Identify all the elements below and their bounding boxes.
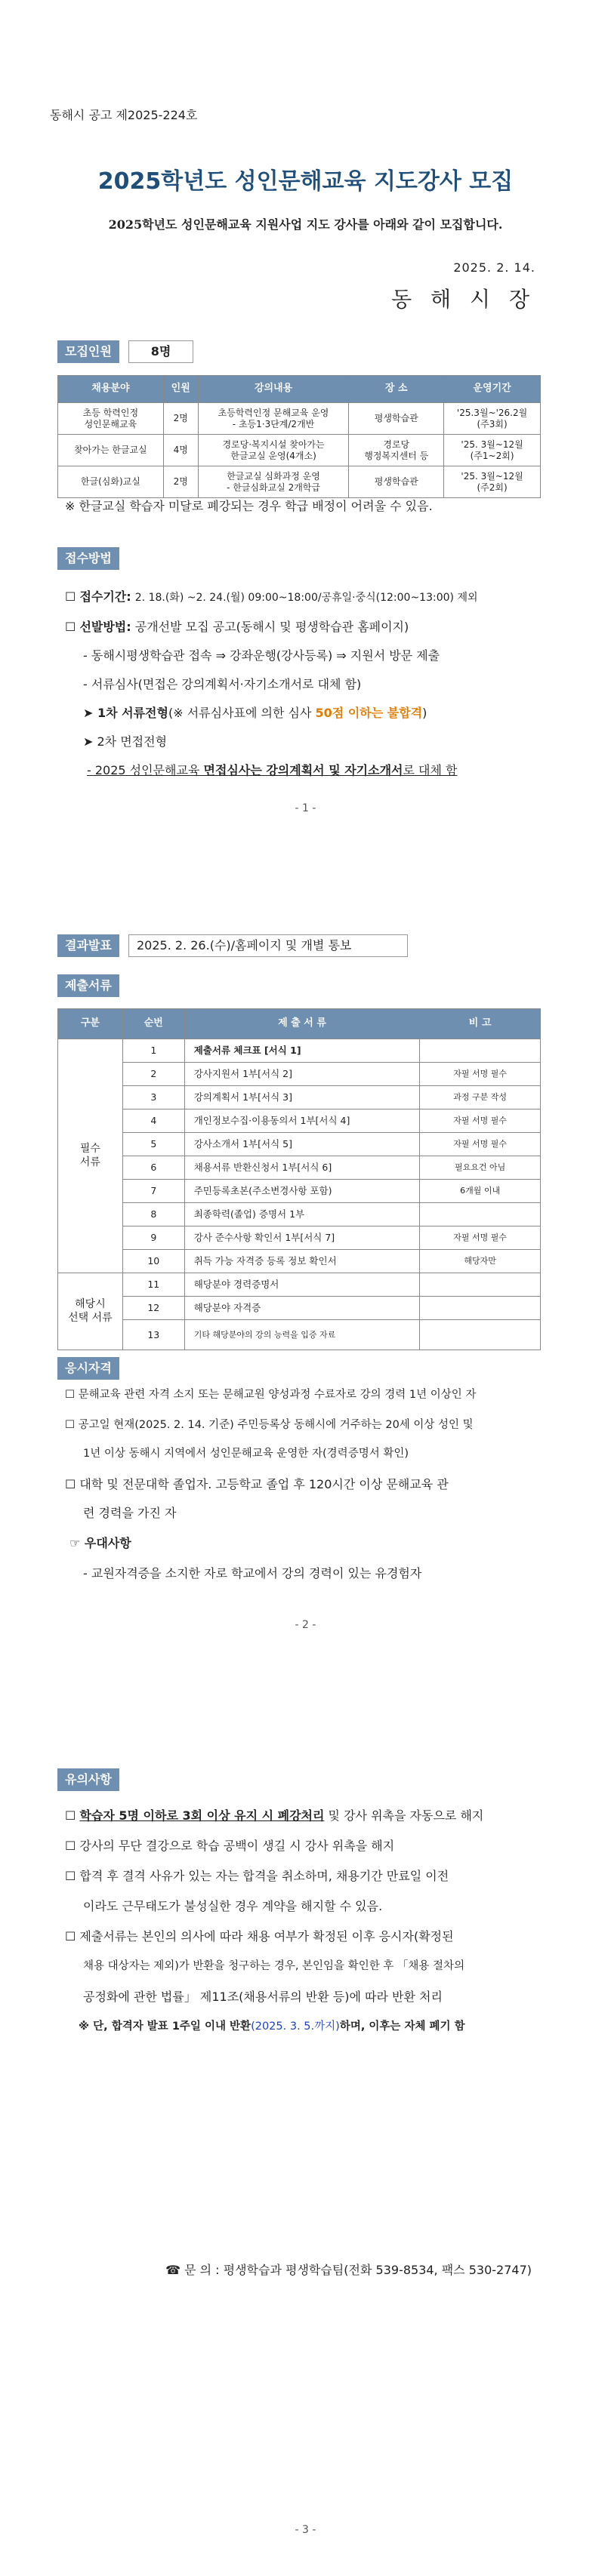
contact-info: ☎ 문 의 : 평생학습과 평생학습팀(전화 539-8534, 팩스 530-2747) (165, 2263, 532, 2277)
qualification-2a: ☐ 공고일 현재(2025. 2. 14. 기준) 주민등록상 동해시에 거주하는 20세 이상 성인 및 (65, 1419, 474, 1431)
section-tag-recruit: 모집인원 (57, 340, 119, 363)
table-cell: '25. 3월~12월 (주2회) (444, 466, 541, 498)
table-cell: 자필 서명 필수 (420, 1063, 541, 1086)
preference-1: - 교원자격증을 소지한 자로 학교에서 강의 경력이 있는 유경험자 (83, 1566, 422, 1580)
section-tag-qualification: 응시자격 (57, 1357, 119, 1380)
table-cell: 해당자만 (420, 1250, 541, 1273)
table-header: 구분 (58, 1009, 123, 1039)
table-header: 장 소 (349, 376, 444, 403)
apply-method-label: 선발방법: (79, 620, 131, 634)
table-cell: 평생학습관 (349, 466, 444, 498)
table-cell: 기타 해당분야의 강의 능력을 입증 자료 (184, 1320, 420, 1350)
table-cell: 개인정보수집·이용동의서 1부[서식 4] (184, 1109, 420, 1133)
section-tag-apply: 접수방법 (57, 547, 119, 570)
table-header: 제 출 서 류 (184, 1009, 420, 1039)
table-row (58, 1273, 541, 1297)
table-cell: 자필 서명 필수 (420, 1226, 541, 1250)
table-cell (420, 1203, 541, 1226)
apply-step-2: - 서류심사(면접은 강의계획서·자기소개서로 대체 함) (83, 677, 362, 691)
table-cell: 9 (122, 1226, 184, 1250)
section-tag-caution: 유의사항 (57, 1768, 119, 1791)
apply-method-value: 공개선발 모집 공고(동해시 및 평생학습관 홈페이지) (134, 620, 409, 634)
recruit-count: 8명 (128, 340, 193, 363)
documents-table (57, 1008, 541, 1350)
table-cell: 2명 (163, 403, 198, 435)
table-cell: 제출서류 체크표 [서식 1] (184, 1039, 420, 1063)
table-cell: 12 (122, 1297, 184, 1320)
table-cell: 강사소개서 1부[서식 5] (184, 1133, 420, 1156)
caution-4c: 공정화에 관한 법률」 제11조(채용서류의 반환 등)에 따라 반환 처리 (83, 1990, 443, 2004)
notice-number: 동해시 공고 제2025-224호 (50, 108, 198, 122)
table-cell: 2명 (163, 466, 198, 498)
table-cell: 5 (122, 1133, 184, 1156)
table-cell: 자필 서명 필수 (420, 1133, 541, 1156)
apply-period-label: 접수기간: (79, 589, 131, 604)
table-cell: 초등학력인정 문해교육 운영 - 초등1·3단계/2개반 (198, 403, 349, 435)
table-cell: 1 (122, 1039, 184, 1063)
page-number-3: - 3 - (295, 2524, 316, 2536)
table-row (58, 403, 541, 435)
apply-period-value: 2. 18.(화) ~2. 24.(월) 09:00~18:00/공휴일·중식(12:00~13:00) 제외 (134, 592, 478, 604)
table-cell: 해당분야 자격증 (184, 1297, 420, 1320)
apply-round-2-note: - 2025 성인문해교육 면접심사는 강의계획서 및 자기소개서로 대체 함 (87, 763, 458, 777)
table-cell: 3 (122, 1086, 184, 1109)
table-cell: 초등 학력인정 성인문해교육 (58, 403, 164, 435)
table-cell: 13 (122, 1320, 184, 1350)
table-header: 순번 (122, 1009, 184, 1039)
table-row (58, 1180, 541, 1203)
page-subtitle: 2025학년도 성인문해교육 지원사업 지도 강사를 아래와 같이 모집합니다. (108, 217, 503, 232)
table-cell: 채용서류 반환신청서 1부[서식 6] (184, 1156, 420, 1180)
table-row (58, 1133, 541, 1156)
table-cell: 6 (122, 1156, 184, 1180)
table-row (58, 1063, 541, 1086)
caution-3a: ☐ 합격 후 결격 사유가 있는 자는 합격을 취소하며, 채용기간 만료일 이전 (65, 1869, 449, 1883)
section-tag-documents: 제출서류 (57, 974, 119, 997)
issuer: 동 해 시 장 (391, 287, 535, 312)
table-cell (420, 1039, 541, 1063)
table-header: 인원 (163, 376, 198, 403)
table-cell: 취득 가능 자격증 등록 정보 확인서 (184, 1250, 420, 1273)
table-cell: 8 (122, 1203, 184, 1226)
table-cell: '25. 3월~12월 (주1~2회) (444, 435, 541, 466)
table-cell: 필요요건 아님 (420, 1156, 541, 1180)
table-cell: 7 (122, 1180, 184, 1203)
caution-2: ☐ 강사의 무단 결강으로 학습 공백이 생길 시 강사 위촉을 해지 (65, 1839, 395, 1853)
qualification-3a: ☐ 대학 및 전문대학 졸업자. 고등학교 졸업 후 120시간 이상 문해교육 관 (65, 1477, 449, 1491)
apply-method: ☐ 선발방법: 공개선발 모집 공고(동해시 및 평생학습관 홈페이지) (65, 620, 409, 634)
table-cell: '25.3월~'26.2월 (주3회) (444, 403, 541, 435)
table-cell: 주민등록초본(주소변경사항 포함) (184, 1180, 420, 1203)
page-number-2: - 2 - (295, 1619, 316, 1631)
table-cell: 평생학습관 (349, 403, 444, 435)
table-cell (420, 1297, 541, 1320)
table-row (58, 1039, 541, 1063)
table-cell: 4 (122, 1109, 184, 1133)
table-header-row (58, 376, 541, 403)
table-row (58, 1156, 541, 1180)
qualification-3b: 련 경력을 가진 자 (83, 1506, 177, 1520)
table-cell: 11 (122, 1273, 184, 1297)
table-header: 운영기간 (444, 376, 541, 403)
table-cell: 경로당 행정복지센터 등 (349, 435, 444, 466)
table-cell (420, 1273, 541, 1297)
recruit-table (57, 375, 541, 498)
caution-4b: 채용 대상자는 제외)가 반환을 청구하는 경우, 본인임을 확인한 후 「채용 절차의 (83, 1960, 465, 1972)
caution-1: ☐ 학습자 5명 이하로 3회 이상 유지 시 폐강처리 및 강사 위촉을 자동으로 해지 (65, 1808, 484, 1823)
notice-date: 2025. 2. 14. (453, 260, 535, 275)
table-cell: 4명 (163, 435, 198, 466)
table-cell: 한글교실 심화과정 운영 - 한글심화교실 2개학급 (198, 466, 349, 498)
table-cell: 2 (122, 1063, 184, 1086)
table-header-row (58, 1009, 541, 1039)
result-value: 2025. 2. 26.(수)/홈페이지 및 개별 통보 (128, 934, 408, 957)
table-cell: 과정 구분 작성 (420, 1086, 541, 1109)
preference-title: ☞ 우대사항 (69, 1536, 131, 1550)
qualification-1: ☐ 문해교육 관련 자격 소지 또는 문해교원 양성과정 수료자로 강의 경력 1년 이상인 자 (65, 1389, 477, 1401)
table-row (58, 1203, 541, 1226)
table-row (58, 1320, 541, 1350)
table-cell: 강의계획서 1부[서식 3] (184, 1086, 420, 1109)
table-cell: 6개월 이내 (420, 1180, 541, 1203)
table-cell: 찾아가는 한글교실 (58, 435, 164, 466)
table-header: 비 고 (420, 1009, 541, 1039)
table-cell: 강사 준수사항 확인서 1부[서식 7] (184, 1226, 420, 1250)
group-required: 필수 서류 (58, 1039, 123, 1273)
table-row (58, 1226, 541, 1250)
qualification-2b: 1년 이상 동해시 지역에서 성인문해교육 운영한 자(경력증명서 확인) (83, 1448, 409, 1460)
table-header: 채용분야 (58, 376, 164, 403)
table-cell: 해당분야 경력증명서 (184, 1273, 420, 1297)
table-row (58, 1109, 541, 1133)
group-optional: 해당시 선택 서류 (58, 1273, 123, 1350)
caution-5: ※ 단, 합격자 발표 1주일 이내 반환(2025. 3. 5.까지)하며, 이후는 자체 폐기 함 (79, 2020, 465, 2033)
caution-3b: 이라도 근무태도가 불성실한 경우 계약을 해지할 수 있음. (83, 1899, 383, 1913)
table-cell (420, 1320, 541, 1350)
table-row (58, 1297, 541, 1320)
apply-round-2: ➤ 2차 면접전형 (83, 734, 168, 749)
caution-4a: ☐ 제출서류는 본인의 의사에 따라 채용 여부가 확정된 이후 응시자(확정된 (65, 1929, 454, 1944)
table-row (58, 1086, 541, 1109)
section-tag-result: 결과발표 (57, 934, 119, 957)
table-cell: 10 (122, 1250, 184, 1273)
recruit-note: ※ 한글교실 학습자 미달로 폐강되는 경우 학급 배정이 어려울 수 있음. (65, 499, 433, 513)
table-cell: 최종학력(졸업) 증명서 1부 (184, 1203, 420, 1226)
apply-period: ☐ 접수기간: 2. 18.(화) ~2. 24.(월) 09:00~18:00/공휴일·중식(12:00~13:00) 제외 (65, 589, 478, 604)
table-header: 강의내용 (198, 376, 349, 403)
table-row (58, 466, 541, 498)
table-cell: 강사지원서 1부[서식 2] (184, 1063, 420, 1086)
table-cell: 한글(심화)교실 (58, 466, 164, 498)
table-row (58, 435, 541, 466)
page-title: 2025학년도 성인문해교육 지도강사 모집 (97, 168, 514, 195)
table-cell: 경로당·복지시설 찾아가는 한글교실 운영(4개소) (198, 435, 349, 466)
table-row (58, 1250, 541, 1273)
apply-step-1: - 동해시평생학습관 접속 ⇒ 강좌운행(강사등록) ⇒ 지원서 방문 제출 (83, 648, 440, 663)
table-cell: 자필 서명 필수 (420, 1109, 541, 1133)
apply-round-1: ➤ 1차 서류전형(※ 서류심사표에 의한 심사 50점 이하는 불합격) (83, 706, 427, 720)
page-number-1: - 1 - (295, 802, 316, 814)
